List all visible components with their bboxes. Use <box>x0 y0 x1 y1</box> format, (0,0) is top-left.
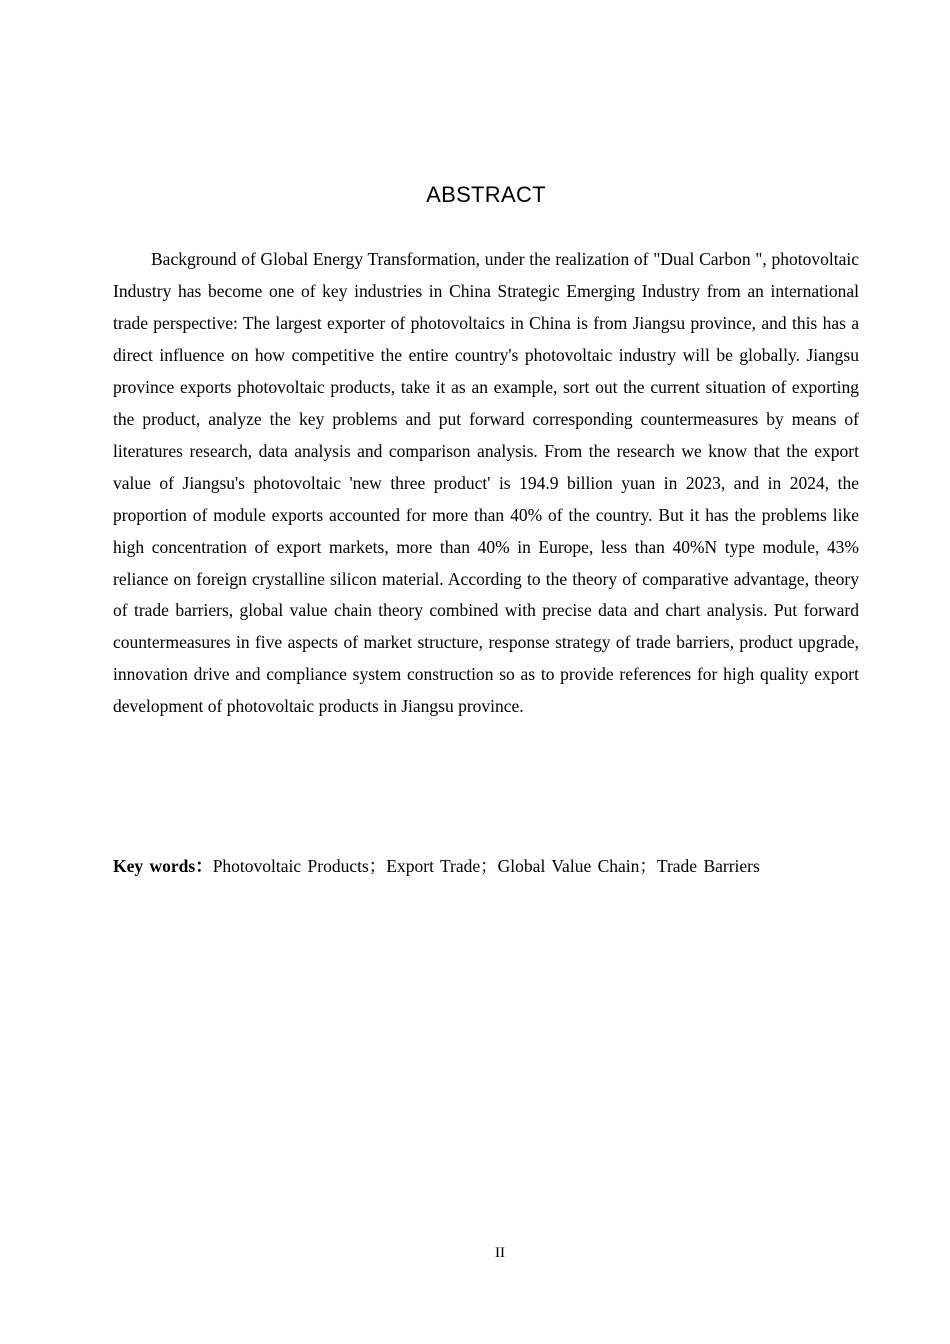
keyword-separator: ； <box>368 856 387 876</box>
keywords-line <box>113 851 873 882</box>
keyword-item: Global Value Chain <box>497 856 640 876</box>
keyword-separator: ； <box>639 856 657 876</box>
keyword-separator: ； <box>480 856 498 876</box>
keyword-item: Export Trade <box>386 856 481 876</box>
keywords-label: Key words： <box>113 856 213 876</box>
keyword-item: Photovoltaic Products <box>212 856 369 876</box>
page-number: II <box>495 1245 505 1261</box>
abstract-body: Background of Global Energy Transformation, under the realization of "Dual Carbon ", photovoltaic Industry has become one of key industries in China Strategic Emerging Industry from an international trade perspective: The largest exporter of photovoltaics in China is from Jiangsu province, and this has a direct influence on how competitive the entire country's photovoltaic industry will be globally. Jiangsu province exports photovoltaic products, take it as an example, sort out the current situation of exporting the product, analyze the key problems and put forward corresponding countermeasures by means of literatures research, data analysis and comparison analysis. From the research we know that the export value of Jiangsu's photovoltaic 'new three product' is 194.9 billion yuan in 2023, and in 2024, the proportion of module exports accounted for more than 40% of the country. But it has the problems like high concentration of export markets, more than 40% in Europe, less than 40%N type module, 43% reliance on foreign crystalline silicon material. According to the theory of comparative advantage, theory of trade barriers, global value chain theory combined with precise data and chart analysis. Put forward countermeasures in five aspects of market structure, response strategy of trade barriers, product upgrade, innovation drive and compliance system construction so as to provide references for high quality export development of photovoltaic products in Jiangsu province. <box>113 249 859 717</box>
abstract-title: ABSTRACT <box>426 182 546 207</box>
keyword-item: Trade Barriers <box>656 856 760 876</box>
